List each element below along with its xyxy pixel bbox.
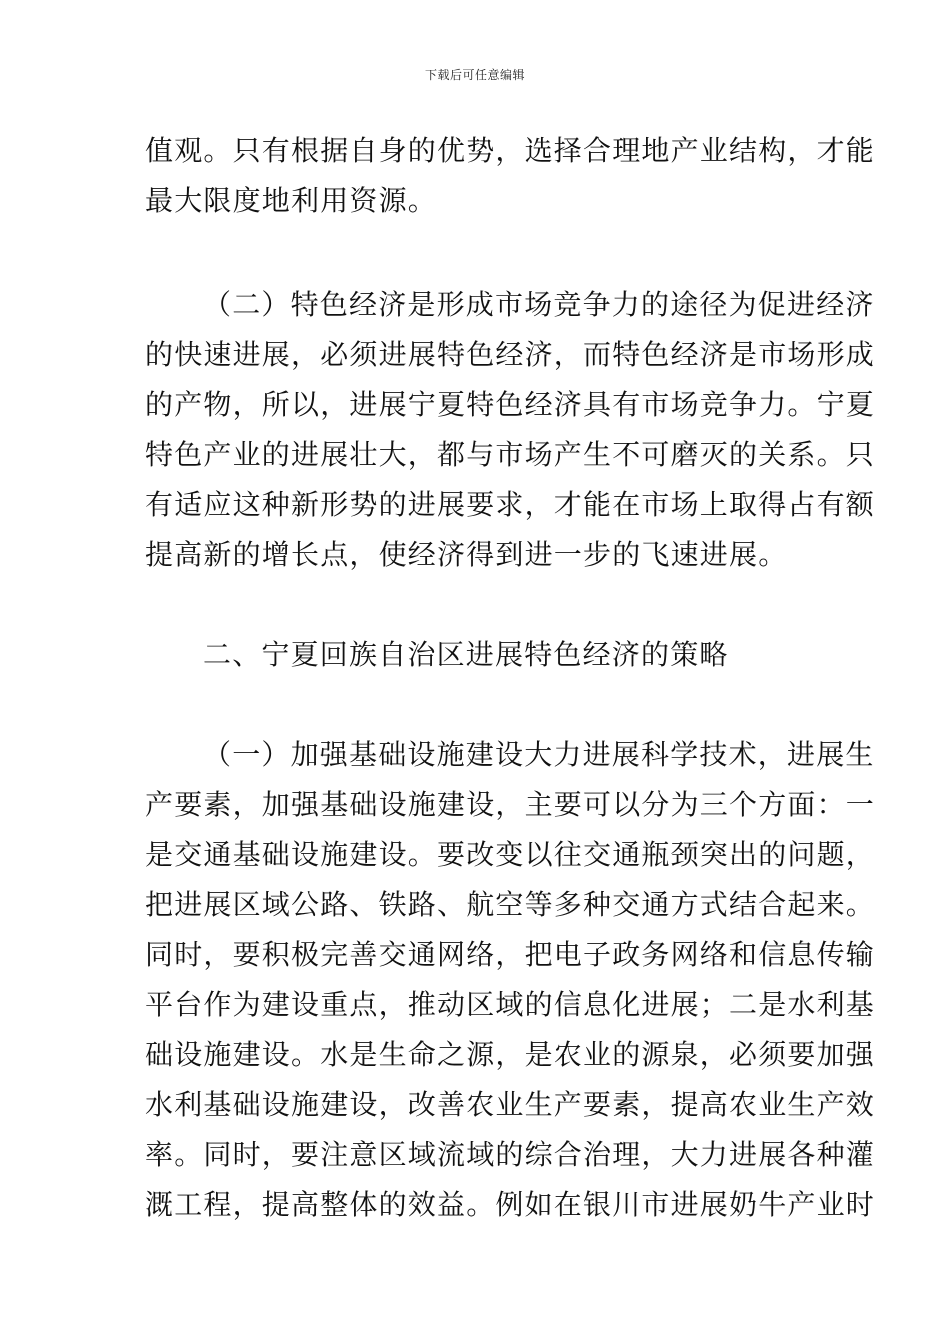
text-line: 平台作为建设重点，推动区域的信息化进展；二是水利基 [145, 988, 876, 1021]
document-body [145, 126, 876, 1230]
text-line: 最大限度地利用资源。 [145, 184, 438, 217]
text-line: 础设施建设。水是生命之源，是农业的源泉，必须要加强 [145, 1038, 876, 1071]
text-line: （一）加强基础设施建设大力进展科学技术，进展生 [203, 738, 875, 771]
section-heading [145, 630, 807, 680]
text-line: 溉工程，提高整体的效益。例如在银川市进展奶牛产业时 [145, 1188, 876, 1221]
text-line: 水利基础设施建设，改善农业生产要素，提高农业生产效 [145, 1088, 876, 1121]
text-line: 值观。只有根据自身的优势，选择合理地产业结构，才能 [145, 134, 876, 167]
text-line: （二）特色经济是形成市场竞争力的途径为促进经济 [203, 288, 875, 321]
text-line: 产要素，加强基础设施建设，主要可以分为三个方面：一 [145, 788, 876, 821]
text-line: 的产物，所以，进展宁夏特色经济具有市场竞争力。宁夏 [145, 388, 876, 421]
text-line: 率。同时，要注意区域流域的综合治理，大力进展各种灌 [145, 1138, 876, 1171]
text-line: 特色产业的进展壮大，都与市场产生不可磨灭的关系。只 [145, 438, 876, 471]
paragraph [145, 126, 876, 226]
text-line: 是交通基础设施建设。要改变以往交通瓶颈突出的问题， [145, 838, 876, 871]
header-note: 下载后可任意编辑 [424, 68, 525, 82]
paragraph [145, 730, 876, 1230]
text-line: 同时，要积极完善交通网络，把电子政务网络和信息传输 [145, 938, 876, 971]
text-line: 提高新的增长点，使经济得到进一步的飞速进展。 [145, 538, 788, 571]
text-line: 的快速进展，必须进展特色经济，而特色经济是市场形成 [145, 338, 876, 371]
text-line: 把进展区域公路、铁路、航空等多种交通方式结合起来。 [145, 888, 876, 921]
text-line: 有适应这种新形势的进展要求，才能在市场上取得占有额 [145, 488, 876, 521]
paragraph [145, 280, 876, 580]
text-line: 二、宁夏回族自治区进展特色经济的策略 [203, 638, 729, 671]
